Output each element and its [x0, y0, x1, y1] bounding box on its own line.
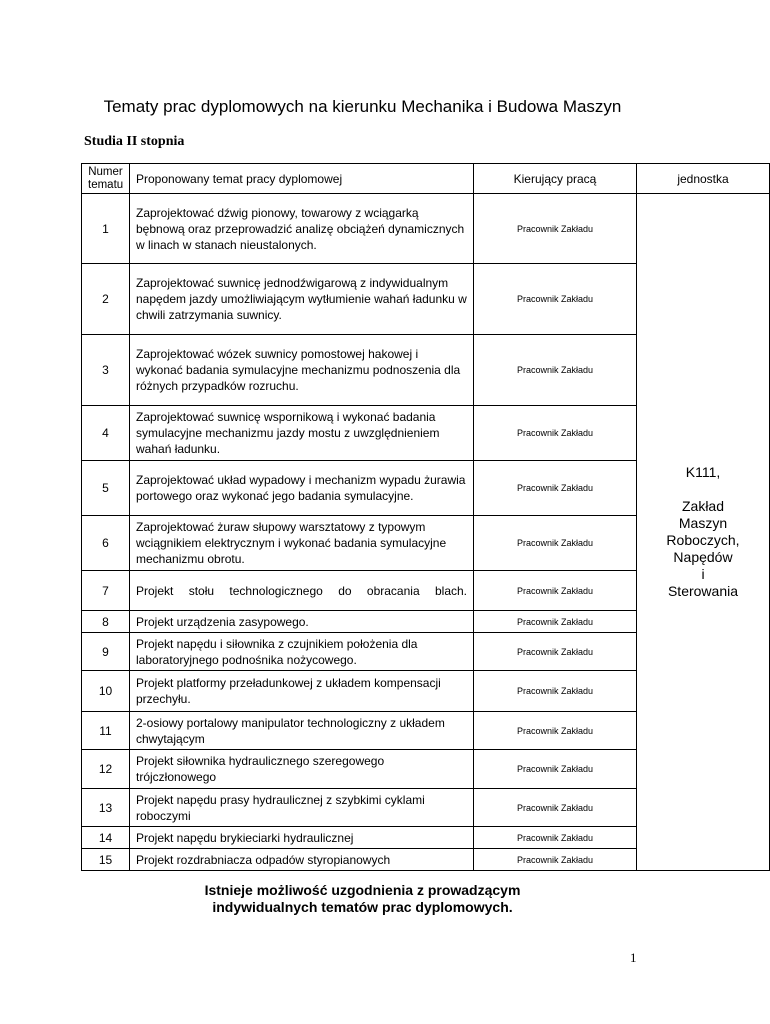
row-supervisor: Pracownik Zakładu	[474, 194, 637, 264]
footer-note-line2: indywidualnych tematów prac dyplomowych.	[212, 899, 513, 915]
row-number: 14	[82, 827, 130, 849]
row-topic: Projekt siłownika hydraulicznego szeregowego trójczłonowego	[130, 750, 474, 789]
row-number: 6	[82, 516, 130, 571]
row-number: 10	[82, 671, 130, 712]
row-number: 4	[82, 406, 130, 461]
table-header-row	[82, 164, 770, 194]
table-row	[82, 194, 770, 264]
row-number: 5	[82, 461, 130, 516]
row-topic: Zaprojektować wózek suwnicy pomostowej hakowej i wykonać badania symulacyjne mechanizmu podnoszenia dla różnych przypadków rozruchu.	[130, 335, 474, 406]
unit-cell	[637, 194, 770, 871]
row-number: 13	[82, 789, 130, 827]
unit-line1: Zakład	[681, 498, 725, 514]
row-topic: Zaprojektować żuraw słupowy warsztatowy z typowym wciągnikiem elektrycznym i wykonać badania symulacyjne mechanizmu obrotu.	[130, 516, 474, 571]
row-topic: Projekt rozdrabniacza odpadów styropianowych	[130, 849, 474, 871]
unit-line6: Sterowania	[667, 583, 739, 599]
row-number: 2	[82, 264, 130, 335]
row-number: 1	[82, 194, 130, 264]
row-topic: Projekt napędu prasy hydraulicznej z szybkimi cyklami roboczymi	[130, 789, 474, 827]
row-topic: Zaprojektować suwnicę wspornikową i wykonać badania symulacyjne mechanizmu jazdy mostu z uwzględnieniem wahań ładunku.	[130, 406, 474, 461]
unit-code: K111,	[685, 464, 721, 480]
row-supervisor: Pracownik Zakładu	[474, 611, 637, 633]
row-topic: Zaprojektować dźwig pionowy, towarowy z wciągarką bębnową oraz przeprowadzić analizę obciążeń dynamicznych w linach w stanach nieustalonych.	[130, 194, 474, 264]
row-supervisor: Pracownik Zakładu	[474, 633, 637, 671]
header-number	[82, 164, 130, 194]
row-supervisor: Pracownik Zakładu	[474, 571, 637, 611]
header-number-line2: tematu	[88, 178, 124, 191]
row-supervisor: Pracownik Zakładu	[474, 264, 637, 335]
row-number: 15	[82, 849, 130, 871]
page-number: 1	[630, 950, 637, 965]
unit-line2: Maszyn	[678, 515, 728, 531]
row-supervisor: Pracownik Zakładu	[474, 712, 637, 750]
row-supervisor: Pracownik Zakładu	[474, 827, 637, 849]
topics-table	[81, 163, 770, 871]
footer-note	[0, 882, 725, 916]
subtitle: Studia II stopnia	[84, 134, 185, 149]
row-number: 8	[82, 611, 130, 633]
row-number: 7	[82, 571, 130, 611]
page-title: Tematy prac dyplomowych na kierunku Mechanika i Budowa Maszyn	[103, 97, 622, 116]
row-topic: Projekt napędu i siłownika z czujnikiem położenia dla laboratoryjnego podnośnika nożycowego.	[130, 633, 474, 671]
row-supervisor: Pracownik Zakładu	[474, 461, 637, 516]
row-number: 12	[82, 750, 130, 789]
header-unit: jednostka	[637, 164, 770, 194]
row-supervisor: Pracownik Zakładu	[474, 406, 637, 461]
unit-line4: Napędów	[673, 549, 733, 565]
row-topic: 2-osiowy portalowy manipulator technologiczny z układem chwytającym	[130, 712, 474, 750]
row-topic: Projekt napędu brykieciarki hydraulicznej	[130, 827, 474, 849]
row-topic: Zaprojektować suwnicę jednodźwigarową z indywidualnym napędem jazdy umożliwiającym wytłumienie wahań ładunku w chwili zatrzymania suwnicy.	[130, 264, 474, 335]
unit-line3: Roboczych,	[666, 532, 740, 548]
row-supervisor: Pracownik Zakładu	[474, 789, 637, 827]
header-supervisor: Kierujący pracą	[474, 164, 637, 194]
row-supervisor: Pracownik Zakładu	[474, 335, 637, 406]
row-number: 3	[82, 335, 130, 406]
row-supervisor: Pracownik Zakładu	[474, 671, 637, 712]
row-number: 11	[82, 712, 130, 750]
row-topic: Projekt stołu technologicznego do obracania blach.	[130, 571, 474, 611]
unit-line5: i	[701, 566, 705, 582]
header-topic: Proponowany temat pracy dyplomowej	[130, 164, 474, 194]
header-number-line1: Numer	[88, 165, 123, 178]
row-topic: Projekt platformy przeładunkowej z układem kompensacji przechyłu.	[130, 671, 474, 712]
row-supervisor: Pracownik Zakładu	[474, 750, 637, 789]
row-supervisor: Pracownik Zakładu	[474, 849, 637, 871]
row-topic: Zaprojektować układ wypadowy i mechanizm wypadu żurawia portowego oraz wykonać jego badania symulacyjne.	[130, 461, 474, 516]
row-supervisor: Pracownik Zakładu	[474, 516, 637, 571]
row-number: 9	[82, 633, 130, 671]
row-topic: Projekt urządzenia zasypowego.	[130, 611, 474, 633]
footer-note-line1: Istnieje możliwość uzgodnienia z prowadzącym	[204, 882, 521, 898]
